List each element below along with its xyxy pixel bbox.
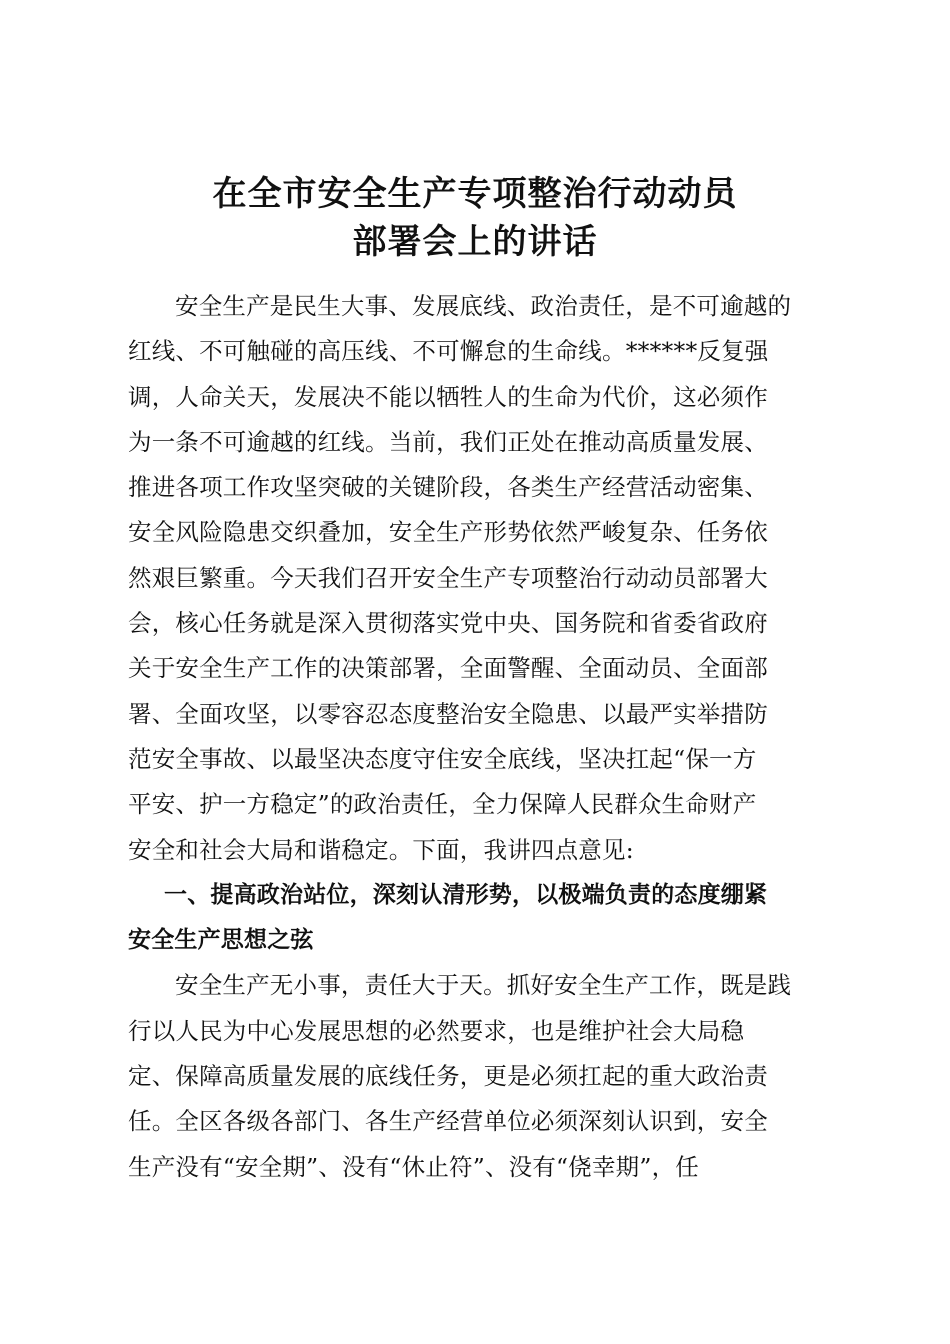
paragraph-2-line: 生产没有“安全期”、没有“休止符”、没有“侥幸期”，任 — [128, 1152, 699, 1181]
paragraph-2-line: 任。全区各级各部门、各生产经营单位必须深刻认识到，安全 — [128, 1107, 768, 1136]
paragraph-1-line: 范安全事故、以最坚决态度守住安全底线，坚决扛起“保一方 — [128, 744, 757, 773]
paragraph-1-line: 调，人命关天，发展决不能以牺牲人的生命为代价，这必须作 — [128, 382, 768, 411]
document-title-line-1: 在全市安全生产专项整治行动动员 — [212, 174, 738, 214]
paragraph-1-line: 红线、不可触碰的高压线、不可懈怠的生命线。******反复强 — [128, 337, 769, 366]
document-title-line-2: 部署会上的讲话 — [352, 222, 598, 262]
paragraph-1-line: 安全生产是民生大事、发展底线、政治责任，是不可逾越的 — [175, 292, 792, 320]
paragraph-1-line: 署、全面攻坚，以零容忍态度整治安全隐患、以最严实举措防 — [128, 699, 768, 728]
paragraph-1-line: 平安、护一方稳定”的政治责任，全力保障人民群众生命财产 — [128, 790, 757, 819]
paragraph-2-line: 安全生产无小事，责任大于天。抓好安全生产工作，既是践 — [175, 971, 792, 1000]
paragraph-1-line: 然艰巨繁重。今天我们召开安全生产专项整治行动动员部署大 — [128, 563, 768, 592]
paragraph-2-line: 行以人民为中心发展思想的必然要求，也是维护社会大局稳 — [128, 1016, 745, 1045]
section-heading-line: 安全生产思想之弦 — [128, 927, 314, 954]
paragraph-1-line: 安全风险隐患交织叠加，安全生产形势依然严峻复杂、任务依 — [128, 518, 768, 547]
section-heading-line: 一、提高政治站位，深刻认清形势，以极端负责的态度绷紧 — [164, 881, 768, 908]
paragraph-1-line: 会，核心任务就是深入贯彻落实党中央、国务院和省委省政府 — [128, 609, 768, 638]
paragraph-1-line: 关于安全生产工作的决策部署，全面警醒、全面动员、全面部 — [128, 654, 768, 683]
paragraph-1-line: 为一条不可逾越的红线。当前，我们正处在推动高质量发展、 — [128, 427, 768, 456]
paragraph-1-line: 推进各项工作攻坚突破的关键阶段，各类生产经营活动密集、 — [128, 473, 768, 502]
paragraph-1-line: 安全和社会大局和谐稳定。下面，我讲四点意见: — [128, 835, 634, 864]
document-body — [128, 284, 838, 1190]
paragraph-2-line: 定、保障高质量发展的底线任务，更是必须扛起的重大政治责 — [128, 1062, 768, 1091]
